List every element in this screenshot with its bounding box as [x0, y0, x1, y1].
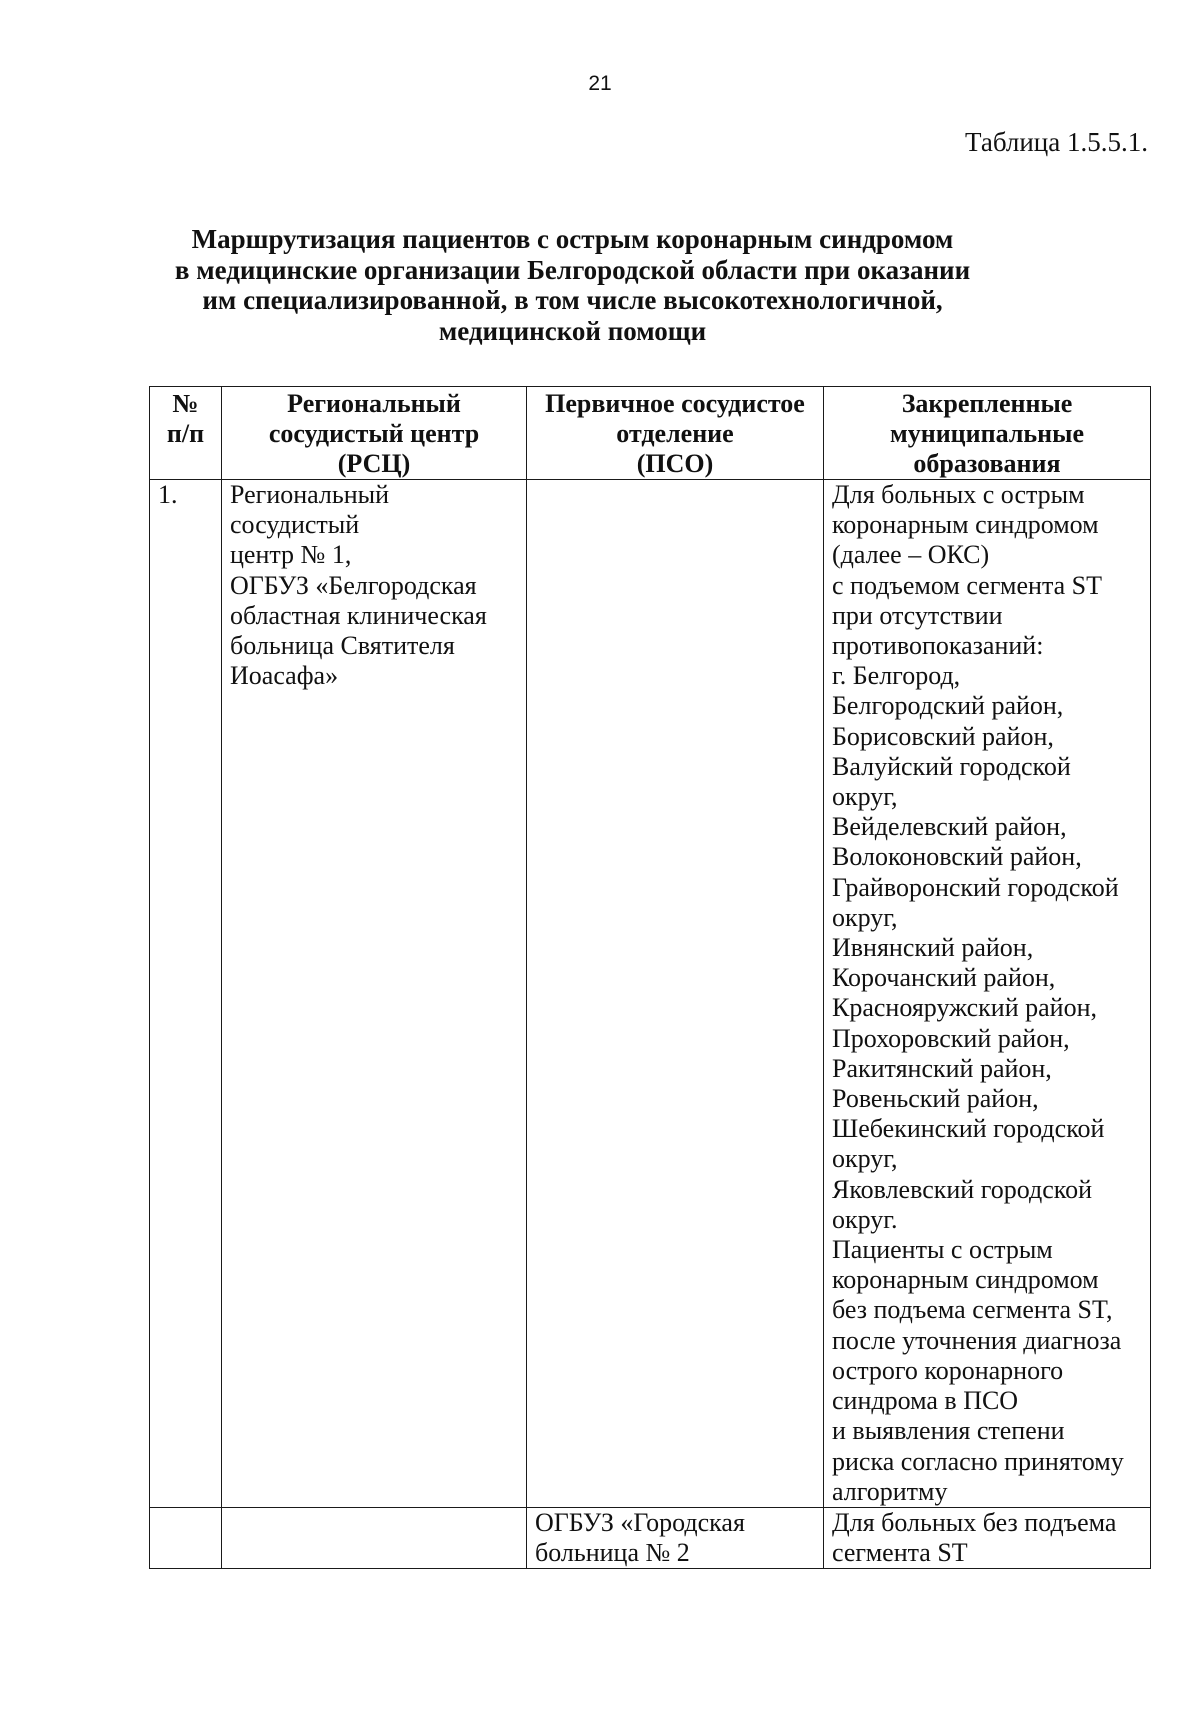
cell-line: коронарным синдромом	[832, 510, 1099, 540]
cell-line: Белгородский район,	[832, 691, 1064, 721]
cell-line: Для больных с острым	[832, 480, 1085, 509]
header-municipalities	[824, 387, 1151, 480]
cell-line: Корочанский район,	[832, 963, 1056, 993]
cell-num: 1.	[150, 480, 222, 1508]
cell-line: противопоказаний:	[832, 631, 1044, 661]
header-line: (ПСО)	[636, 449, 714, 478]
cell-line: и выявления степени	[832, 1416, 1065, 1446]
cell-municipalities	[824, 1507, 1151, 1568]
cell-line: с подъемом сегмента ST	[832, 570, 1103, 600]
cell-line: Волоконовский район,	[832, 842, 1082, 872]
cell-line: больница Святителя	[230, 631, 455, 661]
cell-line: алгоритму	[832, 1476, 948, 1506]
cell-line: г. Белгород,	[832, 661, 961, 691]
cell-municipalities	[824, 480, 1151, 1508]
cell-line: сосудистый	[230, 510, 360, 540]
cell-line: (далее – ОКС)	[832, 540, 990, 570]
cell-line: после уточнения диагноза	[832, 1325, 1122, 1355]
cell-line: Пациенты с острым	[832, 1235, 1053, 1265]
document-title-line: медицинской помощи	[438, 315, 707, 346]
cell-line: Борисовский район,	[832, 721, 1054, 751]
header-line: (РСЦ)	[337, 449, 411, 478]
document-title-line: Маршрутизация пациентов с острым коронарным синдромом	[191, 224, 954, 254]
cell-line: Региональный	[230, 480, 390, 509]
cell-line: Яковлевский городской	[832, 1174, 1092, 1204]
header-line: №	[172, 389, 199, 418]
header-rsc	[222, 387, 527, 480]
cell-line: Грайворонский городской	[832, 872, 1119, 902]
cell-line: Валуйский городской	[832, 751, 1071, 781]
table-label: Таблица 1.5.5.1.	[965, 127, 1148, 157]
header-line: отделение	[616, 419, 734, 448]
cell-rsc	[222, 480, 527, 1508]
cell-line: округ,	[832, 902, 898, 932]
header-line: п/п	[166, 419, 205, 448]
cell-line: Ракитянский район,	[832, 1053, 1052, 1083]
cell-line: коронарным синдромом	[832, 1265, 1099, 1295]
cell-rsc	[222, 1507, 527, 1568]
routing-table	[149, 386, 1151, 1569]
cell-line: синдрома в ПСО	[832, 1386, 1019, 1416]
cell-line: риска согласно принятому	[832, 1446, 1124, 1476]
cell-pso	[527, 480, 824, 1508]
cell-line: Ивнянский район,	[832, 933, 1034, 963]
cell-line: Иоасафа»	[230, 661, 339, 691]
cell-line: ОГБУЗ «Белгородская	[230, 570, 477, 600]
header-line: Закрепленные	[901, 389, 1073, 418]
document-title-line: им специализированной, в том числе высокотехнологичной,	[202, 285, 943, 315]
cell-line: Вейделевский район,	[832, 812, 1067, 842]
header-line: Региональный	[287, 389, 461, 418]
cell-line: Шебекинский городской	[832, 1114, 1105, 1144]
header-line: Первичное сосудистое	[545, 389, 805, 418]
cell-line: областная клиническая	[230, 600, 487, 630]
header-num	[150, 387, 222, 480]
cell-line: Ровеньский район,	[832, 1084, 1039, 1114]
cell-line: Прохоровский район,	[832, 1023, 1070, 1053]
cell-line: округ,	[832, 1144, 898, 1174]
cell-line: сегмента ST	[832, 1538, 968, 1568]
document-title	[160, 224, 985, 346]
page-number: 21	[588, 72, 612, 95]
cell-line: больница № 2	[535, 1538, 690, 1568]
cell-num	[150, 1507, 222, 1568]
cell-line: округ,	[832, 782, 898, 812]
table-row	[150, 1507, 1151, 1568]
cell-line: при отсутствии	[832, 600, 1003, 630]
header-pso	[527, 387, 824, 480]
table-header-row	[150, 387, 1151, 480]
cell-line: округ.	[832, 1204, 898, 1234]
cell-line: острого коронарного	[832, 1355, 1064, 1385]
header-line: сосудистый центр	[268, 419, 480, 448]
cell-line: Краснояружский район,	[832, 993, 1097, 1023]
cell-line: Для больных без подъема	[832, 1507, 1117, 1537]
cell-line: без подъема сегмента ST,	[832, 1295, 1113, 1325]
cell-pso	[527, 1507, 824, 1568]
table-row	[150, 480, 1151, 1508]
document-title-line: в медицинские организации Белгородской области при оказании	[174, 254, 971, 285]
cell-line: ОГБУЗ «Городская	[535, 1507, 745, 1537]
cell-line: центр № 1,	[230, 540, 352, 570]
header-line: образования	[913, 449, 1061, 478]
header-line: муниципальные	[890, 419, 1084, 448]
